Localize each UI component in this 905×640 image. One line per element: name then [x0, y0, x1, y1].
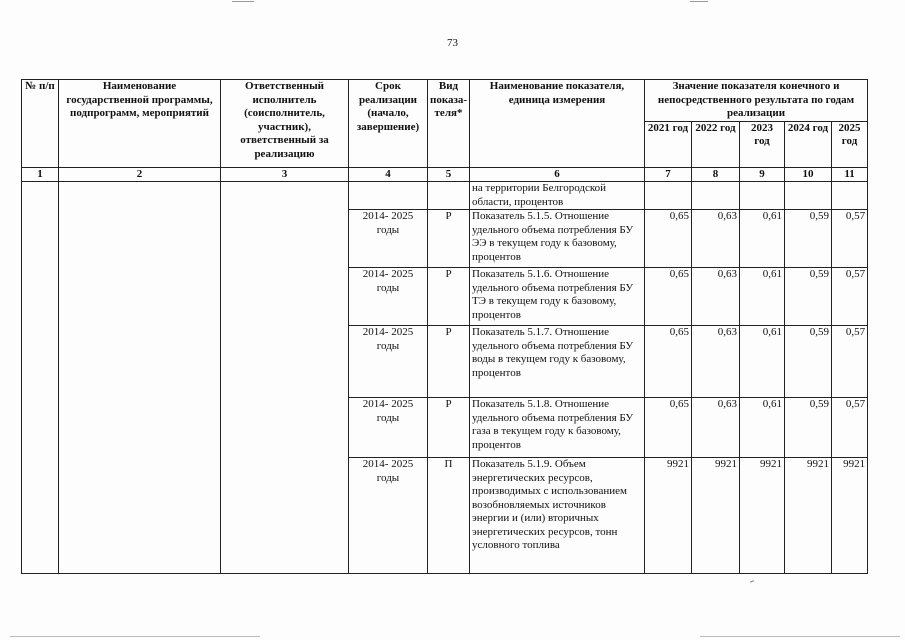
cell-indicator: Показатель 5.1.5. Отношение удельного объема потребления БУ ЭЭ в текущем году к базовому, процентов [470, 210, 645, 268]
cell-value: 0,57 [832, 210, 868, 268]
cell-type: П [428, 458, 470, 574]
cell-value: 0,61 [740, 398, 785, 458]
cell-indicator: Показатель 5.1.7. Отношение удельного объема потребления БУ воды в текущем году к базовому, процентов [470, 326, 645, 398]
cell-executor-empty [221, 182, 349, 574]
header-year: 2024 год [785, 121, 832, 167]
cell-value: 0,59 [785, 268, 832, 326]
header-year: 2021 год [645, 121, 692, 167]
cell-type: Р [428, 326, 470, 398]
column-number: 4 [349, 167, 428, 182]
cell-term: 2014- 2025 годы [349, 458, 428, 574]
cell-value [692, 182, 740, 210]
cell-value: 0,61 [740, 326, 785, 398]
cell-value: 0,63 [692, 268, 740, 326]
indicators-table [21, 79, 868, 574]
scan-artifact [690, 1, 708, 2]
cell-value: 0,63 [692, 326, 740, 398]
column-number-row [22, 167, 868, 182]
cell-type: Р [428, 210, 470, 268]
cell-value: 0,65 [645, 326, 692, 398]
cell-value: 9921 [692, 458, 740, 574]
header-year: 2025 год [832, 121, 868, 167]
column-number: 10 [785, 167, 832, 182]
scan-artifact [750, 580, 754, 583]
cell-indicator: Показатель 5.1.9. Объем энергетических ресурсов, производимых с использованием возобновляемых источников энергии и (или) вторичных энергетических ресурсов, тонн условного топлива [470, 458, 645, 574]
cell-type: Р [428, 398, 470, 458]
cell-value: 9921 [832, 458, 868, 574]
scan-artifact [700, 636, 900, 637]
cell-value: 0,63 [692, 210, 740, 268]
scan-artifact [232, 1, 254, 2]
cell-value: 0,65 [645, 398, 692, 458]
cell-value: 0,57 [832, 326, 868, 398]
column-number: 2 [59, 167, 221, 182]
cell-indicator: Показатель 5.1.6. Отношение удельного объема потребления БУ ТЭ в текущем году к базовому, процентов [470, 268, 645, 326]
cell-value: 0,61 [740, 268, 785, 326]
cell-value: 9921 [740, 458, 785, 574]
table-row [22, 182, 868, 210]
header-program: Наименование государственной программы, подпрограмм, мероприятий [59, 80, 221, 168]
cell-term: 2014- 2025 годы [349, 326, 428, 398]
column-number: 8 [692, 167, 740, 182]
cell-term: 2014- 2025 годы [349, 210, 428, 268]
cell-value [645, 182, 692, 210]
cell-term [349, 182, 428, 210]
header-number: № п/п [22, 80, 59, 168]
cell-value: 0,65 [645, 268, 692, 326]
cell-value: 0,65 [645, 210, 692, 268]
header-values-group: Значение показателя конечного и непосредственного результата по годам реализации [645, 80, 868, 122]
header-indicator-name: Наименование показателя, единица измерения [470, 80, 645, 168]
cell-type: Р [428, 268, 470, 326]
cell-type [428, 182, 470, 210]
column-number: 3 [221, 167, 349, 182]
cell-value [832, 182, 868, 210]
cell-indicator: на территории Белгородской области, процентов [470, 182, 645, 210]
cell-value: 0,59 [785, 210, 832, 268]
cell-value: 0,61 [740, 210, 785, 268]
header-year: 2022 год [692, 121, 740, 167]
column-number: 6 [470, 167, 645, 182]
cell-value: 0,57 [832, 398, 868, 458]
column-number: 11 [832, 167, 868, 182]
column-number: 5 [428, 167, 470, 182]
column-number: 7 [645, 167, 692, 182]
header-term: Срок реализации (начало, завершение) [349, 80, 428, 168]
cell-value: 0,57 [832, 268, 868, 326]
scan-artifact [10, 636, 260, 637]
cell-value: 0,63 [692, 398, 740, 458]
header-executor: Ответственный исполнитель (соисполнитель, участник), ответственный за реализацию [221, 80, 349, 168]
cell-term: 2014- 2025 годы [349, 268, 428, 326]
cell-value: 0,59 [785, 398, 832, 458]
cell-term: 2014- 2025 годы [349, 398, 428, 458]
column-number: 9 [740, 167, 785, 182]
header-year: 2023 год [740, 121, 785, 167]
cell-value: 9921 [785, 458, 832, 574]
cell-number-empty [22, 182, 59, 574]
column-number: 1 [22, 167, 59, 182]
header-indicator-type: Вид показа- теля* [428, 80, 470, 168]
page-number: 73 [447, 37, 458, 49]
cell-value: 9921 [645, 458, 692, 574]
cell-value [785, 182, 832, 210]
cell-value: 0,59 [785, 326, 832, 398]
cell-program-empty [59, 182, 221, 574]
cell-indicator: Показатель 5.1.8. Отношение удельного объема потребления БУ газа в текущем году к базовому, процентов [470, 398, 645, 458]
cell-value [740, 182, 785, 210]
